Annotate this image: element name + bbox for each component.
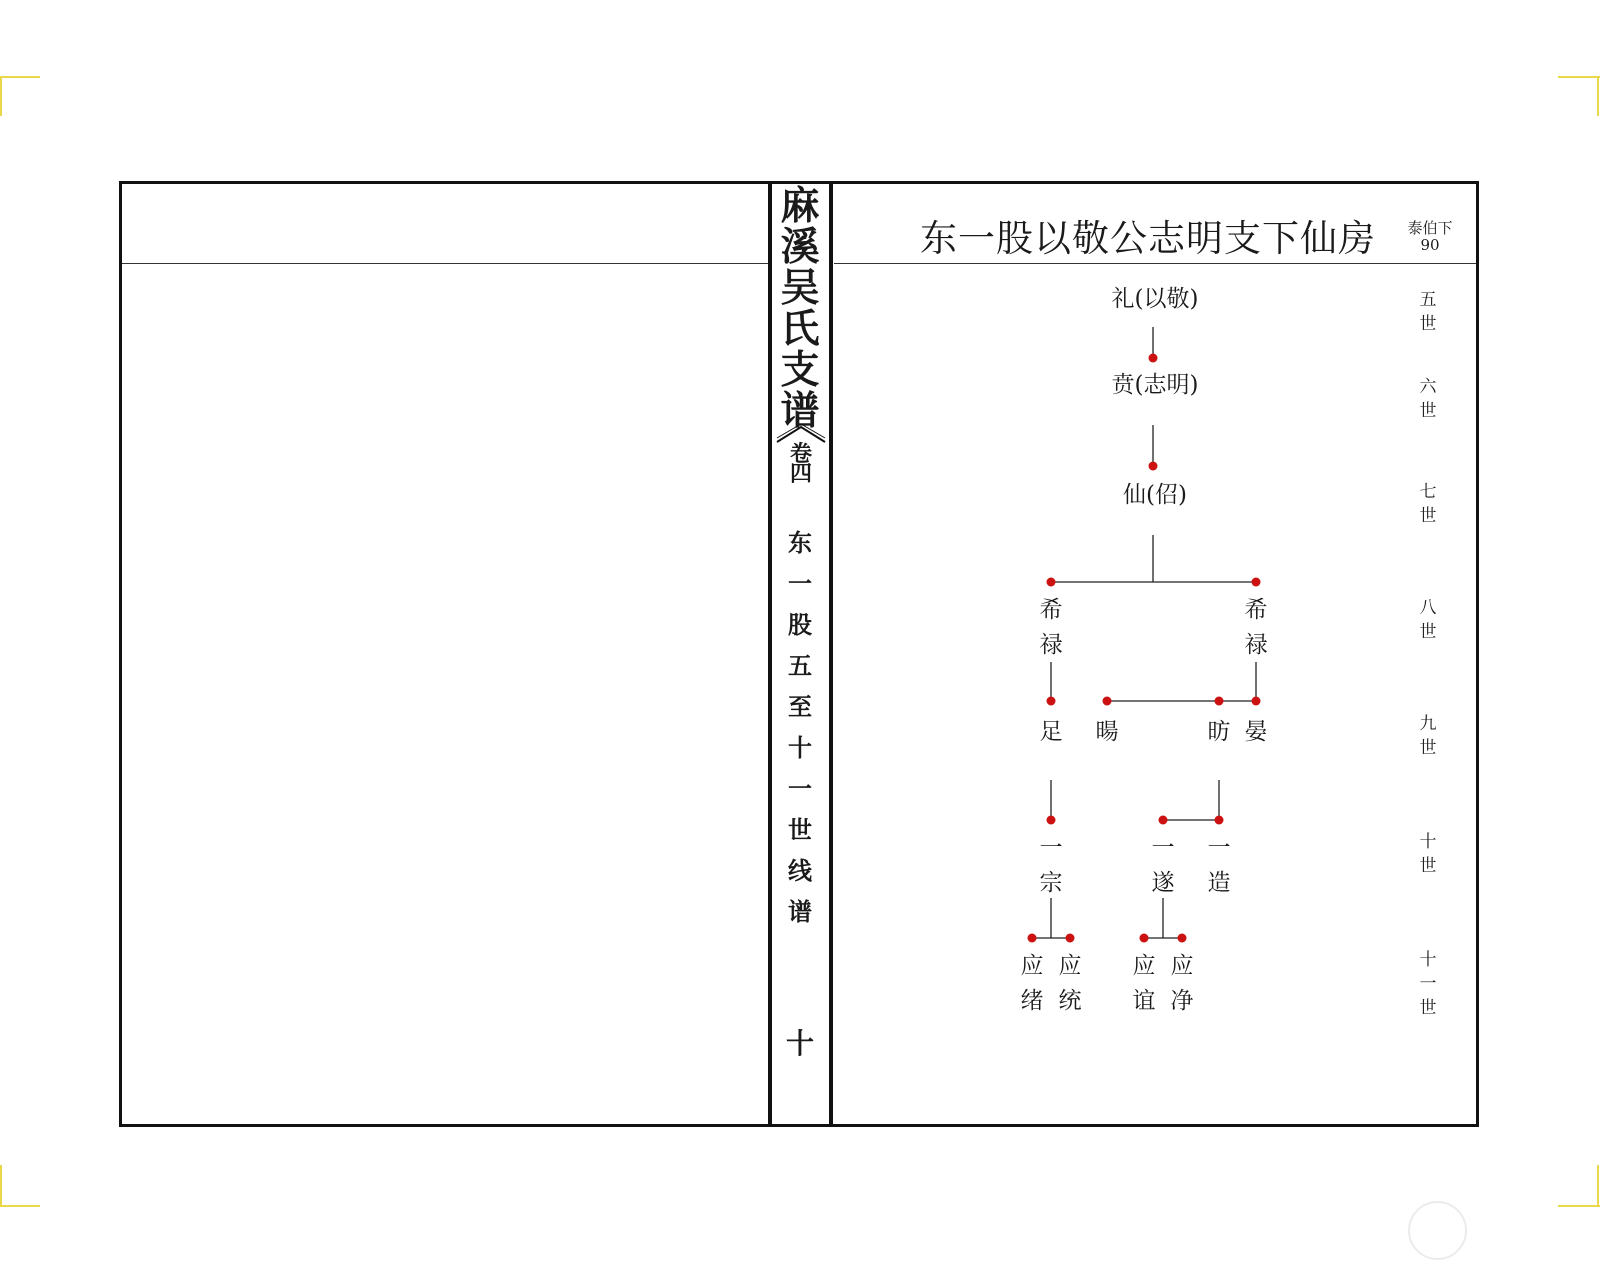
name-char: 造 xyxy=(1207,870,1231,896)
name-char: 希 xyxy=(1244,597,1268,623)
dot-ben xyxy=(1149,354,1158,363)
name-char: 禄 xyxy=(1039,632,1063,658)
person-yang: 暘 xyxy=(1095,719,1119,745)
dot-yingjing xyxy=(1178,934,1187,943)
spine-title-char: 吴 xyxy=(780,265,820,311)
spine-sub-char: 谱 xyxy=(788,897,812,926)
person-yingxu xyxy=(1017,949,1047,1019)
person-yan: 晏 xyxy=(1244,719,1268,745)
spine-sub-char: 一 xyxy=(788,569,812,598)
dot-fang xyxy=(1215,697,1224,706)
dot-xian xyxy=(1149,462,1158,471)
name-char: 谊 xyxy=(1132,988,1156,1014)
spine-sub-char: 股 xyxy=(788,610,812,639)
gen-char: 世 xyxy=(1419,738,1437,758)
name-char: 应 xyxy=(1020,953,1044,979)
gen-char: 六 xyxy=(1419,377,1437,397)
name-char: 应 xyxy=(1058,953,1082,979)
page-title: 东一股以敬公志明支下仙房 xyxy=(920,217,1376,260)
dot-yizong xyxy=(1047,816,1056,825)
person-xilu-a xyxy=(1036,593,1066,663)
name-char: 一 xyxy=(1151,835,1175,861)
person-xian: 仙(佋) xyxy=(1123,482,1187,508)
name-char: 净 xyxy=(1170,988,1194,1014)
person-fang: 昉 xyxy=(1207,719,1231,745)
person-ben: 贲(志明) xyxy=(1111,372,1199,398)
dot-yizao xyxy=(1215,816,1224,825)
spine-sub-char: 东 xyxy=(788,528,812,557)
name-char: 统 xyxy=(1058,988,1082,1014)
dot-xilu-a xyxy=(1047,578,1056,587)
person-yizong xyxy=(1036,831,1066,901)
page-code-line: 90 xyxy=(1420,236,1440,254)
name-char: 一 xyxy=(1207,835,1231,861)
spine-sub-char: 五 xyxy=(788,651,812,680)
gen-char: 世 xyxy=(1419,622,1437,642)
name-char: 遂 xyxy=(1151,870,1175,896)
gen-char: 七 xyxy=(1419,482,1437,502)
dot-yingyi xyxy=(1140,934,1149,943)
dot-yisui xyxy=(1159,816,1168,825)
dot-xilu-b xyxy=(1252,578,1261,587)
name-char: 绪 xyxy=(1020,988,1044,1014)
person-yingjing xyxy=(1167,949,1197,1019)
gen-char: 九 xyxy=(1419,714,1437,734)
person-zu: 足 xyxy=(1039,719,1063,745)
page-code-line: 泰伯下 xyxy=(1407,219,1453,237)
volume-char: 卷 xyxy=(789,441,812,467)
dot-yang xyxy=(1103,697,1112,706)
dot-yingxu xyxy=(1028,934,1037,943)
spine-title-char: 氏 xyxy=(780,306,820,352)
dot-zu xyxy=(1047,697,1056,706)
spine-sub-char: 世 xyxy=(788,815,812,844)
volume-char: 四 xyxy=(789,461,812,487)
person-li: 礼(以敬) xyxy=(1111,286,1199,312)
spine-sub-char: 一 xyxy=(788,774,812,803)
person-xilu-b xyxy=(1241,593,1271,663)
spine-sub-char: 线 xyxy=(788,856,812,885)
name-char: 应 xyxy=(1132,953,1156,979)
person-yingyi xyxy=(1129,949,1159,1019)
person-yizao xyxy=(1204,831,1234,901)
spine-page-number: 十 xyxy=(785,1027,814,1060)
name-char: 应 xyxy=(1170,953,1194,979)
gen-char: 八 xyxy=(1419,598,1437,618)
gen-char: 十 xyxy=(1419,832,1437,852)
gen-char: 十 xyxy=(1419,950,1437,970)
gen-char: 世 xyxy=(1419,856,1437,876)
gen-char: 世 xyxy=(1419,314,1437,334)
dot-yingtong xyxy=(1066,934,1075,943)
name-char: 希 xyxy=(1039,597,1063,623)
spine-title-char: 麻 xyxy=(780,183,820,229)
spine-sub-char: 至 xyxy=(788,692,812,721)
name-char: 一 xyxy=(1039,835,1063,861)
person-yingtong xyxy=(1055,949,1085,1019)
spine-title-char: 支 xyxy=(780,347,820,393)
gen-char: 世 xyxy=(1419,401,1437,421)
spine-sub-char: 十 xyxy=(788,733,812,762)
gen-char: 世 xyxy=(1419,998,1437,1018)
watermark-seal xyxy=(1408,1201,1467,1260)
spine-title-char: 溪 xyxy=(780,224,820,270)
gen-char: 一 xyxy=(1419,974,1437,994)
person-yisui xyxy=(1148,831,1178,901)
spine-title-char: 谱 xyxy=(780,388,820,434)
gen-char: 世 xyxy=(1419,506,1437,526)
dot-yan xyxy=(1252,697,1261,706)
gen-char: 五 xyxy=(1419,290,1437,310)
name-char: 宗 xyxy=(1039,870,1063,896)
name-char: 禄 xyxy=(1244,632,1268,658)
